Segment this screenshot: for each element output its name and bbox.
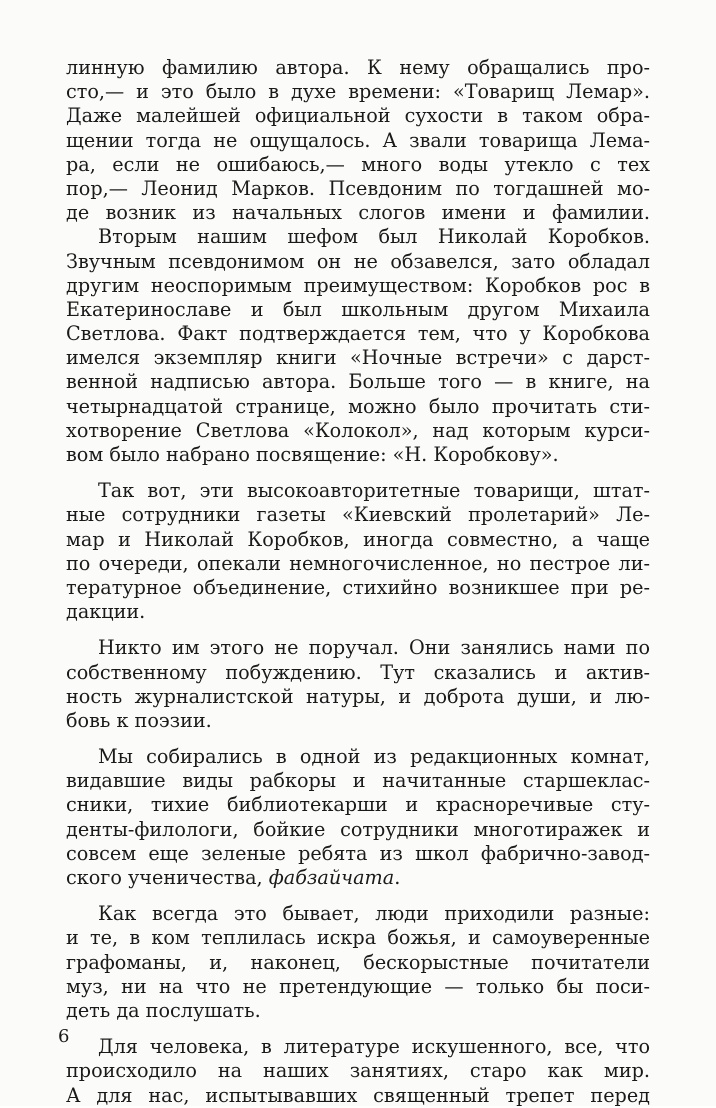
text-line: графоманы, и, наконец, бескорыстные почитатели (66, 950, 650, 974)
text-line: Мы собирались в одной из редакционных комнат, (98, 745, 650, 769)
text-line: Для человека, в литературе искушенного, все, что (98, 1035, 650, 1059)
page-number: 6 (58, 1026, 70, 1047)
text-line: по очереди, опекали немногочисленное, но пестрое ли- (66, 551, 650, 575)
text-line: денты-филологи, бойкие сотрудники многотиражек и (66, 817, 650, 841)
text-line: хотворение Светлова «Колокол», над которым курси- (66, 418, 650, 442)
text-line: видавшие виды рабкоры и начитанные старшеклас- (66, 769, 650, 793)
text-line: имелся экземпляр книги «Ночные встречи» с дарст- (66, 346, 650, 370)
text-line: Звучным псевдонимом он не обзавелся, зато обладал (66, 249, 650, 273)
text-line: А для нас, испытывавших священный трепет перед (66, 1083, 650, 1107)
text-line: бовь к поэзии. (66, 708, 212, 732)
text-line: и те, в ком теплилась искра божья, и самоуверенные (66, 926, 650, 950)
text-line: Светлова. Факт подтверждается тем, что у Коробкова (66, 322, 650, 346)
paragraph-gap (66, 467, 650, 479)
text-line: другим неоспоримым преимуществом: Коробков рос в (66, 273, 650, 297)
text-line (66, 866, 650, 890)
text-line: Никто им этого не поручал. Они занялись нами по (98, 636, 650, 660)
paragraph-gap (66, 1023, 650, 1035)
text-line: щении тогда не ощущалось. А звали товарища Лема- (66, 128, 650, 152)
text-line: линную фамилию автора. К нему обращались про- (66, 56, 650, 79)
text-line: Даже малейшей официальной сухости в таком обра- (66, 104, 650, 128)
paragraph-gap (66, 733, 650, 745)
text-line: тературное объединение, стихийно возникшее при ре- (66, 575, 650, 599)
text-line: ность журналистской натуры, и доброта души, и лю- (66, 684, 650, 708)
text-line: Как всегда это бывает, люди приходили разные: (98, 902, 650, 926)
text-line: муз, ни на что не претендующие — только бы поси- (66, 974, 650, 998)
paragraph-gap (66, 890, 650, 902)
text-line: вом было набрано посвящение: «Н. Коробкову». (66, 443, 559, 466)
text-line: собственному побуждению. Тут сказались и актив- (66, 660, 650, 684)
text-line: сто,— и это было в духе времени: «Товарищ Лемар». (66, 80, 650, 104)
text-line: де возник из начальных слогов имени и фамилии. (66, 201, 650, 225)
text-line: сники, тихие библиотекарши и красноречивые сту- (66, 793, 650, 817)
text-line: ные сотрудники газеты «Киевский пролетарий» Ле- (66, 503, 650, 527)
paragraph-gap (66, 624, 650, 636)
text-line: Так вот, эти высокоавторитетные товарищи, штат- (98, 479, 650, 503)
text-line: венной надписью автора. Больше того — в книге, на (66, 370, 650, 394)
body-text (66, 56, 650, 1108)
text-fragment: . (394, 866, 401, 889)
text-line: ра, если не ошибаюсь,— много воды утекло с тех (66, 152, 650, 176)
text-line: деть да послушать. (66, 998, 261, 1022)
text-line: Екатеринославе и был школьным другом Михаила (66, 297, 650, 321)
text-line: пор,— Леонид Марков. Псевдоним по тогдашней мо- (66, 176, 650, 200)
text-line: мар и Николай Коробков, иногда совместно, а чаще (66, 527, 650, 551)
italic-word: фабзайчата (268, 866, 395, 889)
text-line: Вторым нашим шефом был Николай Коробков. (98, 225, 650, 249)
text-line: совсем еще зеленые ребята из школ фабрично-завод- (66, 841, 650, 865)
text-line: происходило на наших занятиях, старо как мир. (66, 1059, 650, 1083)
text-fragment: ского ученичества, (66, 866, 269, 889)
text-line: дакции. (66, 600, 146, 624)
text-line: четырнадцатой странице, можно было прочитать сти- (66, 394, 650, 418)
